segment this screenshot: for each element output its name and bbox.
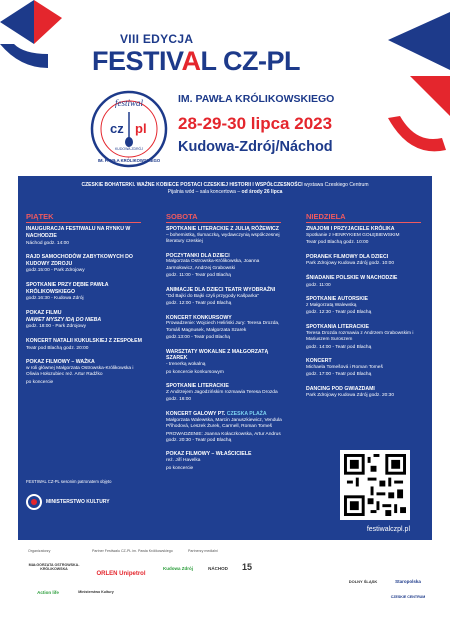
svg-text:KUDOWA ZDRÓJ: KUDOWA ZDRÓJ	[114, 147, 144, 151]
list-item: SPOTKANIE LITERACKIE Z JULIĄ RÓŻEWICZ – bohemistką, tłumaczką, wydawczynią współczesnej literatury czeskiej	[166, 226, 280, 245]
list-item: KONCERT NATALII KUKULSKIEJ Z ZESPOŁEM Teatr pod Blachą godz. 20:00	[26, 337, 142, 351]
edition-label: VIII EDYCJA	[120, 32, 194, 46]
festival-place: Kudowa-Zdrój/Náchod	[178, 139, 333, 155]
svg-text:IM. PAWŁA KRÓLIKOWSKIEGO: IM. PAWŁA KRÓLIKOWSKIEGO	[97, 158, 161, 163]
patronage-label: FESTIWAL CZ-PL sesonim patronatem objęto	[26, 479, 112, 484]
top-left-decoration	[0, 0, 70, 80]
festival-subtitle: IM. PAWŁA KRÓLIKOWSKIEGO	[178, 93, 335, 105]
partner-logo: NÁCHOD	[208, 565, 228, 571]
day-heading-sunday: NIEDZIELA	[306, 212, 421, 223]
partner-logo: MAŁGORZATA OSTROWSKA-KRÓLIKOWSKA	[28, 563, 80, 571]
list-item: DANCING POD GWIAZDAMI Park Zdrojowy Kudowa Zdrój godz. 20:30	[306, 385, 394, 399]
list-item: SPOTKANIA LITERACKIE Teresa Drozda rozmawia z Andrzem Grabowskim i Mariuszem Suroszem godz. 14:00 - Teatr pod Blachą	[306, 323, 414, 350]
list-item: INAUGURACJA FESTIWALU NA RYNKU W NACHODZIE Náchod godz. 14:00	[26, 226, 131, 246]
list-item: ZNAJOMI I PRZYJACIELE KRÓLIKA Spotkanie z HENRYKIEM GOŁĘBIEWSKIM Teatr pod Blachą godz. 10:00	[306, 226, 400, 246]
svg-text:festiwal: festiwal	[114, 98, 144, 108]
festival-logo	[88, 88, 170, 170]
svg-text:cz: cz	[110, 121, 124, 136]
qr-code[interactable]	[340, 450, 410, 520]
friday-column	[26, 212, 146, 393]
day-heading-saturday: SOBOTA	[166, 212, 281, 223]
list-item: KONCERT KONKURSOWY Prowadzenie: Wojciech Heliński Jury: Teresa Drozda, Tomáš Magnusek, Małgorzata Szarek godz.13:00 - Teatr pod Blachą	[166, 314, 280, 341]
exhibition-announcement: CZESKIE BOHATERKI. WAŻNE KOBIECE POSTACI CZESKIEJ HISTORII I WSPÓŁCZESNOŚCI wystawa Czeskiego Centrum Pijalnia wód – sala koncertowa – od środy 26 lipca	[81, 182, 369, 195]
list-item: SPOTKANIE PRZY DĘBIE PAWŁA KRÓLIKOWSKIEGO godz.16:30 - Kudowa Zdrój	[26, 281, 109, 302]
partner-logo: Kudowa Zdrój	[163, 565, 193, 571]
list-item: RAJD SAMOCHODÓW ZABYTKOWYCH DO KUDOWY ZDROJU godz.15:00 - Park Zdrojowy	[26, 253, 133, 274]
top-right-decoration	[380, 0, 450, 160]
ministry-emblem-icon	[26, 494, 42, 510]
festival-partner-label: Partner Festiwalu CZ-PL im. Pawła Królikowskiego	[92, 549, 173, 553]
partner-logo: Action life	[37, 589, 59, 595]
partner-logo: 15	[241, 562, 252, 573]
list-item: POKAZ FILMOWY – WAŻKA w roli głównej Małgorzata Ostrowska-Królikowska i Oliwia Hołozubiec reż. Artur Radźko po koncercie	[26, 359, 134, 385]
sunday-column	[306, 212, 424, 407]
list-item: WARSZTATY WOKALNE Z MAŁGORZATĄ SZAREK - trenerką wokalną po koncercie konkursowym	[166, 348, 269, 375]
list-item: ANIMACJE DLA DZIECI TEATR WYOBRAŹNI "Od Bajki do Bajki czyli przygody Kašparka" godz. 12:00 - Teatr pod Blachą	[166, 286, 276, 307]
list-item: KONCERT Michaela Tomešová i Roman Tomeš godz. 17:00 - Teatr pod Blachą	[306, 357, 383, 378]
website-link[interactable]: festiwalczpl.pl	[366, 526, 410, 533]
day-heading-friday: PIĄTEK	[26, 212, 141, 223]
list-item: ŚNIADANIE POLSKIE W NACHODZIE godz. 11:00	[306, 274, 398, 288]
partners-strip	[0, 545, 450, 626]
list-item: SPOTKANIE AUTORSKIE z Małgorzatą Walewską godz. 12:30 - Teatr pod Blachą	[306, 296, 372, 316]
list-item: PORANEK FILMOWY DLA DZIECI Park Zdrojowy Kudowa Zdrój godz. 10:00	[306, 253, 394, 267]
partner-logo: Ministerstwo Kultury	[78, 590, 114, 595]
program-panel	[18, 176, 432, 540]
festival-dates: 28-29-30 lipca 2023	[178, 114, 333, 133]
list-item: POCZYTANKI DLA DZIECI Małgorzata Ostrowska-Królikowska, Joanna Jarmołowicz, Andrzej Grabowski godz. 11:00 - Teatr pod Blachą	[166, 252, 260, 279]
list-item: POKAZ FILMU NAWET MYSZY IDĄ DO NIEBA godz. 18:00 - Park Zdrojowy	[26, 309, 102, 330]
svg-text:pl: pl	[135, 121, 147, 136]
partner-logo: ORLEN Unipetrol	[96, 570, 146, 577]
media-partners-label: Partnerzy medialni	[188, 549, 218, 553]
ministry-logo: MINISTERSTWO KULTURY	[26, 494, 110, 510]
partner-logo: CZESKIE CENTRUM	[390, 595, 426, 600]
organizers-label: Organizatorzy	[28, 549, 51, 553]
saturday-column	[166, 212, 286, 479]
list-item: KONCERT GALOWY PT. CZESKA PLAŻA Małgorzata Walewska, Marcin Januszkiewicz, Vendula Příhodová, Leszek Żurek, Carmell, Roman Tomeš PROWADZENIE: Joanna Kołaczkowska, Artur Andrus godz. 20:30 - Teatr pod Blachą	[166, 410, 282, 443]
list-item: POKAZ FILMOWY – WŁAŚCICIELE reż. Jiří Havelka po koncercie	[166, 451, 252, 471]
festival-title: FESTIVAL CZ-PL	[92, 46, 301, 76]
list-item: SPOTKANIE LITERACKIE Z Andrzejem Jagodzińskim rozmawia Teresa Drozda godz. 16:00	[166, 383, 278, 403]
partner-logo: Staropolska	[395, 578, 421, 584]
partner-logo: DOLNY ŚLĄSK	[348, 578, 378, 584]
